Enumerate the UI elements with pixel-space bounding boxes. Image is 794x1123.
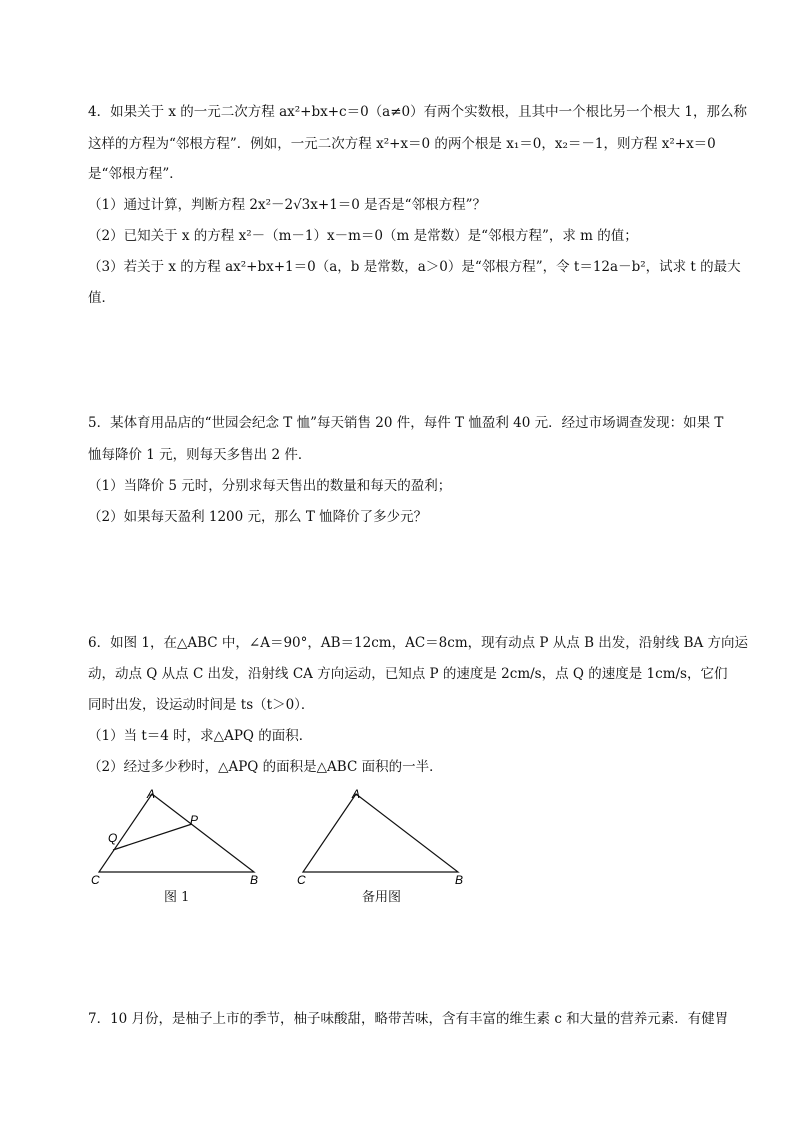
label-b-fig1: B bbox=[250, 873, 259, 887]
figure-1 bbox=[91, 787, 258, 887]
q4-part-2: （2）已知关于 x 的方程 x²－（m－1）x－m＝0（m 是常数）是“邻根方程”，求 m 的值； bbox=[88, 228, 638, 244]
label-a-fig1: A bbox=[147, 787, 156, 801]
label-a-fig2: A bbox=[352, 787, 361, 801]
label-c-fig1: C bbox=[91, 873, 100, 887]
q6-line-1: 6．如图 1，在△ABC 中，∠A＝90°，AB＝12cm，AC＝8cm，现有动点 P 从点 B 出发，沿射线 BA 方向运 bbox=[88, 635, 749, 651]
label-b-fig2: B bbox=[455, 873, 464, 887]
figure-2 bbox=[297, 787, 463, 887]
label-q-fig1: Q bbox=[108, 831, 118, 845]
figure-2-caption: 备用图 bbox=[362, 890, 402, 905]
q4-line-3: 是“邻根方程”． bbox=[88, 166, 183, 182]
q5-part-1: （1）当降价 5 元时，分别求每天售出的数量和每天的盈利； bbox=[88, 478, 452, 494]
q4-part-1: （1）通过计算，判断方程 2x²－2√3x+1＝0 是否是“邻根方程”？ bbox=[88, 197, 486, 213]
triangle-figures bbox=[80, 780, 480, 910]
figure-1-caption: 图 1 bbox=[164, 890, 190, 905]
triangle-abc-fig1 bbox=[99, 794, 254, 872]
q7-line-1: 7．10 月份，是柚子上市的季节，柚子味酸甜，略带苦味，含有丰富的维生素 c 和大量的营养元素．有健胃 bbox=[88, 1011, 729, 1027]
q4-part-3: （3）若关于 x 的方程 ax²+bx+1＝0（a，b 是常数，a＞0）是“邻根方程”，令 t＝12a－b²，试求 t 的最大 bbox=[88, 259, 741, 275]
triangle-abc-fig2 bbox=[303, 794, 458, 872]
label-c-fig2: C bbox=[297, 873, 306, 887]
q6-line-2: 动，动点 Q 从点 C 出发，沿射线 CA 方向运动，已知点 P 的速度是 2cm/s，点 Q 的速度是 1cm/s，它们 bbox=[88, 666, 728, 682]
q4-part-3-cont: 值． bbox=[88, 290, 115, 306]
q4-line-1: 4．如果关于 x 的一元二次方程 ax²+bx+c＝0（a≠0）有两个实数根，且其中一个根比另一个根大 1，那么称 bbox=[88, 104, 748, 120]
label-p-fig1: P bbox=[190, 813, 199, 827]
q6-part-1: （1）当 t＝4 时，求△APQ 的面积． bbox=[88, 728, 313, 744]
q5-part-2: （2）如果每天盈利 1200 元，那么 T 恤降价了多少元？ bbox=[88, 509, 428, 525]
segment-qp bbox=[113, 824, 192, 850]
q5-line-2: 恤每降价 1 元，则每天多售出 2 件． bbox=[88, 447, 312, 463]
q6-line-3: 同时出发，设运动时间是 ts（t＞0）． bbox=[88, 697, 315, 713]
q5-line-1: 5．某体育用品店的“世园会纪念 T 恤”每天销售 20 件，每件 T 恤盈利 40 元．经过市场调查发现：如果 T bbox=[88, 415, 724, 431]
q4-line-2: 这样的方程为“邻根方程”．例如，一元二次方程 x²+x＝0 的两个根是 x₁＝0，x₂＝－1，则方程 x²+x＝0 bbox=[88, 136, 716, 152]
q6-part-2: （2）经过多少秒时，△APQ 的面积是△ABC 面积的一半． bbox=[88, 759, 443, 775]
